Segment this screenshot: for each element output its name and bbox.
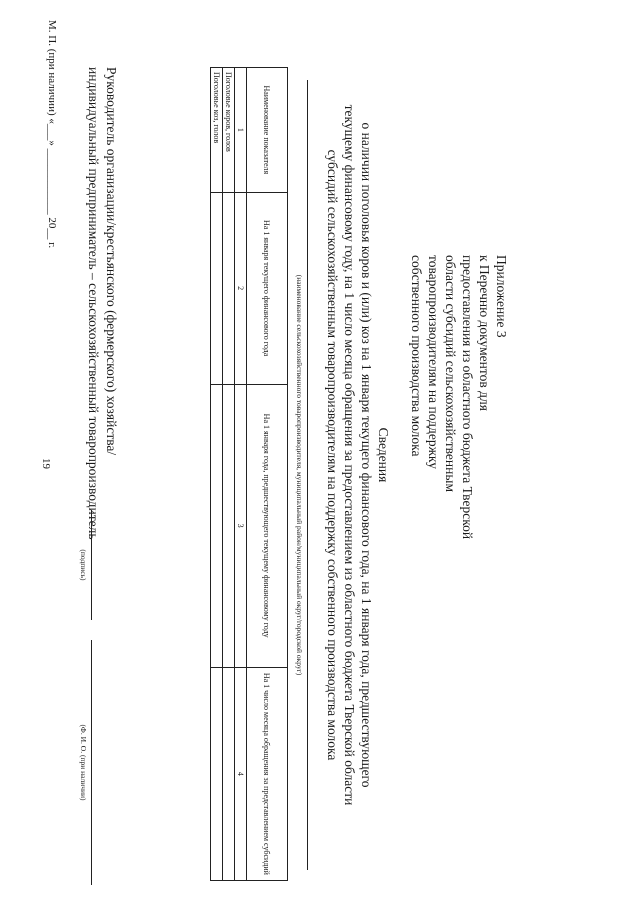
table-header-row xyxy=(247,68,288,881)
stamp-date-line: М. П. (при наличии) «___» ____________ 20__ г. xyxy=(46,20,58,249)
header-current-year: На 1 января текущего финансового года xyxy=(247,192,288,384)
signature-line xyxy=(91,510,92,620)
row-label: Поголовье коров, голов xyxy=(223,68,235,193)
signatory-block xyxy=(84,67,120,540)
livestock-table xyxy=(210,67,288,881)
table-cell xyxy=(223,192,235,384)
annex-line: области субсидий сельскохозяйственным xyxy=(443,255,458,492)
column-number: 2 xyxy=(235,192,247,384)
title-line: текущему финансовому году, на 1 число месяца обращения за предоставлением из областного бюджета Тверской области xyxy=(342,104,357,806)
annex-line: Приложение 3 xyxy=(494,255,509,338)
title-line: о наличии поголовья коров и (или) коз на 1 января текущего финансового года, на 1 января года, предшествующего xyxy=(359,122,374,788)
annex-line: к Перечню документов для xyxy=(477,255,492,411)
table-row xyxy=(211,68,223,881)
table-row xyxy=(223,68,235,881)
name-line xyxy=(91,640,92,885)
table-cell xyxy=(211,667,223,880)
annex-line: товаропроизводителям на поддержку xyxy=(426,255,441,470)
table-cell xyxy=(223,667,235,880)
title-line: субсидий сельскохозяйственным товаропроизводителям на поддержку собственного производства молока xyxy=(325,149,340,761)
name-caption: (Ф. И. О. (при наличии) xyxy=(79,724,88,801)
producer-name-field xyxy=(295,80,308,870)
annex-line: собственного производства молока xyxy=(409,255,424,457)
signatory-line: индивидуальный предприниматель – сельскохозяйственный товаропроизводитель xyxy=(86,67,101,540)
header-previous-year: На 1 января года, предшествующего текущему финансовому году xyxy=(247,384,288,667)
rotated-document-body xyxy=(30,20,520,890)
signatory-line: Руководитель организации/крестьянского (фермерского) хозяйства/ xyxy=(104,67,119,456)
column-number: 3 xyxy=(235,384,247,667)
producer-caption: (наименование сельскохозяйственного товаропроизводителя, муниципальный район/муниципальный округ/городской округ) xyxy=(295,274,304,676)
column-number: 1 xyxy=(235,68,247,193)
document-title xyxy=(324,20,392,890)
table-cell xyxy=(223,384,235,667)
signature-caption: (подпись) xyxy=(79,549,88,581)
annex-line: предоставления из областного бюджета Тверской xyxy=(460,255,475,540)
row-label: Поголовье коз, голов xyxy=(211,68,223,193)
table-cell xyxy=(211,384,223,667)
table-cell xyxy=(211,192,223,384)
column-number: 4 xyxy=(235,667,247,880)
title-heading: Сведения xyxy=(376,427,391,483)
table-number-row xyxy=(235,68,247,881)
annex-note xyxy=(408,255,510,715)
header-indicator: Наименование показателя xyxy=(247,68,288,193)
header-application-month: На 1 число месяца обращения за представлением субсидий xyxy=(247,667,288,880)
page-number: 19 xyxy=(40,458,52,469)
